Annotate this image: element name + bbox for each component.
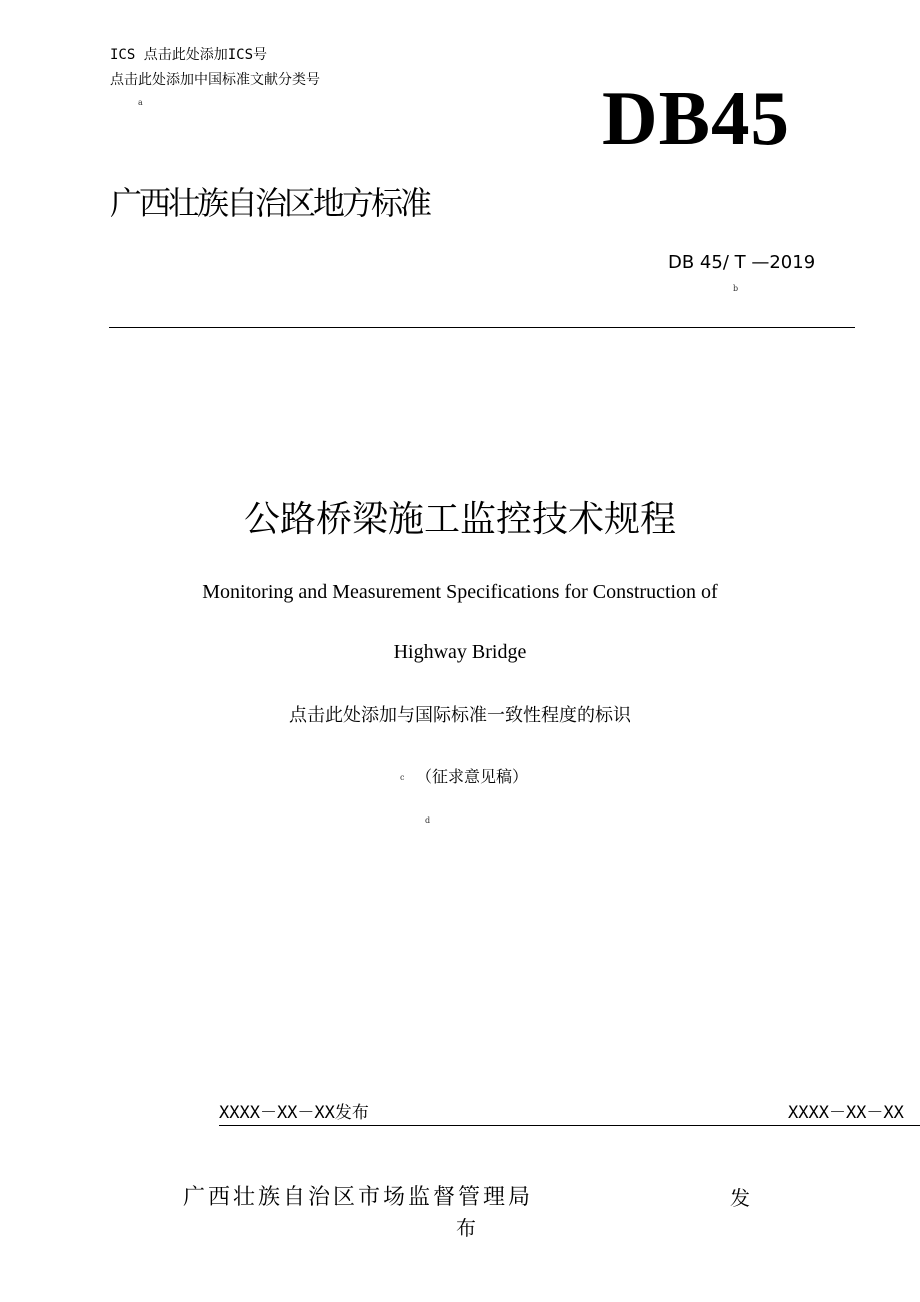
issue-word-part1: 发 [730,1186,750,1210]
field-marker-b: b [733,284,739,293]
classification-code-line: 点击此处添加中国标准文献分类号 [110,72,320,88]
consistency-note: 点击此处添加与国际标准一致性程度的标识 [289,705,631,726]
field-marker-a: a [138,98,143,107]
region-standard-title: 广西壮族自治区地方标准 [110,184,430,222]
standard-code-logo: DB45 [602,75,790,161]
standard-number: DB 45/ T —2019 [668,252,816,273]
issue-date: XXXX－XX－XX发布 [219,1103,369,1123]
field-marker-c: c [400,773,405,782]
header-divider [109,327,855,328]
document-title-english-line1: Monitoring and Measurement Specifications for Construction of [202,581,718,603]
implementation-date: XXXX－XX－XX [788,1103,904,1123]
document-title-english-line2: Highway Bridge [393,641,527,663]
document-title-chinese: 公路桥梁施工监控技术规程 [243,499,676,540]
issue-word-part2: 布 [456,1216,476,1240]
ics-code-line: ICS 点击此处添加ICS号 [110,47,268,63]
issuing-authority: 广西壮族自治区市场监督管理局 [183,1185,534,1210]
field-marker-d: d [425,816,431,825]
draft-status: （征求意见稿） [416,767,529,786]
date-divider [219,1125,920,1126]
